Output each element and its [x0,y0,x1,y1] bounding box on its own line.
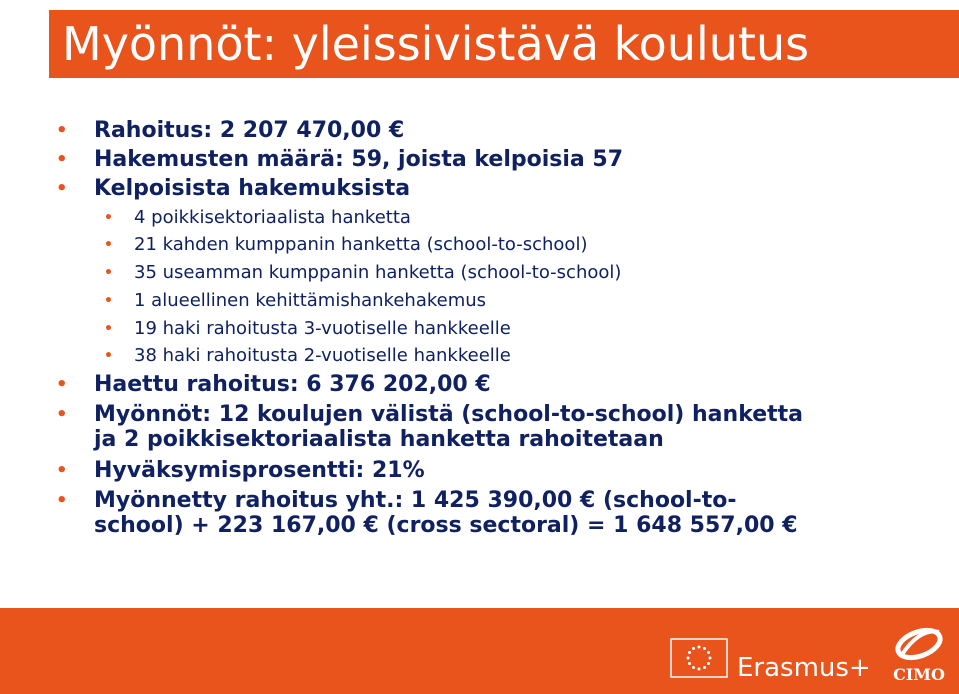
bullet-dot-icon: • [56,460,68,481]
bullet-myonnetty-rahoitus [56,488,737,513]
bullet-dot-icon: • [56,149,68,170]
bullet-myonnot [56,402,804,427]
bullet-dot-icon: • [56,490,68,511]
bullet-text-line-1: Myönnöt: 12 koulujen välistä (school-to-school) hanketta [94,402,804,427]
bullet-dot-icon: • [104,210,113,226]
sub-bullet-text: 38 haki rahoitusta 2-vuotiselle hankkeelle [134,345,511,366]
sub-bullet-text: 19 haki rahoitusta 3-vuotiselle hankkeelle [134,318,511,339]
sub-bullet-text: 21 kahden kumppanin hanketta (school-to-school) [134,234,588,255]
bullet-text-line-2: ja 2 poikkisektoriaalista hanketta rahoitetaan [94,427,664,452]
sub-bullet-3-vuotiselle [104,318,511,340]
bullet-text: Rahoitus: 2 207 470,00 € [94,118,405,143]
sub-bullet-text: 1 alueellinen kehittämishankehakemus [134,290,487,311]
cimo-label: CIMO [893,665,945,684]
bullet-dot-icon: • [104,293,113,309]
bullet-text: Kelpoisista hakemuksista [94,176,411,201]
bullet-text: Hakemusten määrä: 59, joista kelpoisia 57 [94,147,624,172]
bullet-text: Haettu rahoitus: 6 376 202,00 € [94,372,491,397]
page-title: Myönnöt: yleissivistävä koulutus [62,17,810,71]
bullet-dot-icon: • [104,237,113,253]
bullet-myonnetty-rahoitus-continuation [94,513,798,538]
bullet-dot-icon: • [104,348,113,364]
sub-bullet-useamman-kumppanin [104,262,622,284]
bullet-dot-icon: • [56,404,68,425]
bullet-haettu-rahoitus [56,372,491,397]
sub-bullet-text: 35 useamman kumppanin hanketta (school-to-school) [134,262,622,283]
sub-bullet-kahden-kumppanin [104,234,588,256]
bullet-dot-icon: • [56,374,68,395]
bullet-kelpoisista [56,176,411,201]
bullet-myonnot-continuation [94,427,664,452]
bullet-hakemusten-maara [56,147,624,172]
bullet-dot-icon: • [104,321,113,337]
eu-flag-icon [670,638,728,678]
bullet-dot-icon: • [56,178,68,199]
sub-bullet-2-vuotiselle [104,345,511,367]
bullet-hyvaksymisprosentti [56,458,425,483]
erasmus-plus-logo: Erasmus+ [737,653,871,683]
cimo-logo-icon [889,622,949,686]
bullet-rahoitus [56,118,405,143]
sub-bullet-text: 4 poikkisektoriaalista hanketta [134,207,411,228]
bullet-text-line-1: Myönnetty rahoitus yht.: 1 425 390,00 € (school-to- [94,488,737,513]
bullet-text: Hyväksymisprosentti: 21% [94,458,425,483]
bullet-text-line-2: school) + 223 167,00 € (cross sectoral) = 1 648 557,00 € [94,513,798,538]
bullet-dot-icon: • [104,265,113,281]
sub-bullet-poikkisektoriaalista [104,207,411,229]
sub-bullet-alueellinen [104,290,487,312]
bullet-dot-icon: • [56,120,68,141]
